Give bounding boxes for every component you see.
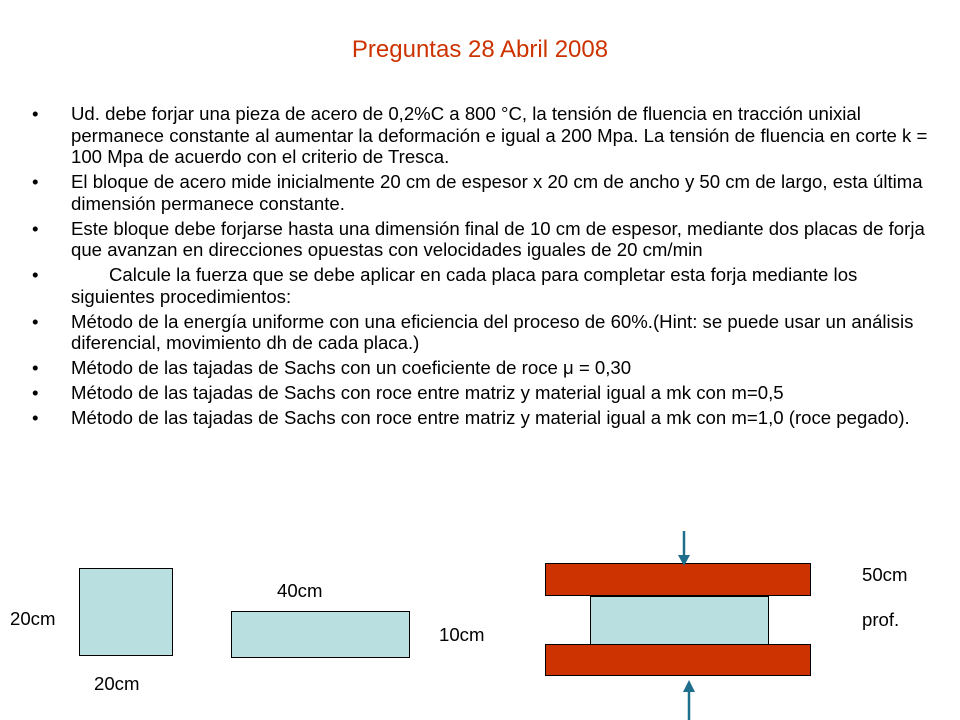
initial-height-label: 20cm (10, 608, 56, 629)
bullet-marker: • (32, 264, 39, 285)
up-arrow-icon (683, 680, 695, 720)
bullet-marker: • (32, 357, 39, 378)
bullet-item-4 (32, 264, 937, 307)
bullet-item-6 (32, 357, 937, 379)
top-forging-plate (545, 563, 811, 596)
bullet-list (32, 103, 937, 432)
bullet-text: Este bloque debe forjarse hasta una dimensión final de 10 cm de espesor, mediante dos placas de forja que avanzan en direcciones opuestas con velocidades iguales de 20 cm/min (71, 217, 925, 260)
bullet-text: Método de las tajadas de Sachs con roce entre matriz y material igual a mk con m=0,5 (71, 382, 784, 403)
final-width-label: 40cm (277, 580, 323, 601)
final-block (231, 611, 410, 658)
bullet-marker: • (32, 407, 39, 428)
bullet-item-1 (32, 103, 937, 168)
depth-unit-label: prof. (862, 609, 900, 630)
bullet-text: Método de las tajadas de Sachs con roce entre matriz y material igual a mk con m=1,0 (roce pegado). (71, 407, 910, 428)
bullet-text: Método de la energía uniforme con una eficiencia del proceso de 60%.(Hint: se puede usar un análisis diferencial, movimiento dh de cada placa.) (71, 310, 914, 353)
bullet-item-5 (32, 311, 937, 354)
bullet-marker: • (32, 171, 39, 192)
bullet-text: Método de las tajadas de Sachs con un coeficiente de roce μ = 0,30 (71, 357, 632, 378)
bullet-marker: • (32, 103, 39, 124)
bullet-marker: • (32, 217, 39, 239)
slide-title: Preguntas 28 Abril 2008 (351, 36, 609, 63)
bullet-item-8 (32, 407, 937, 429)
bullet-text: El bloque de acero mide inicialmente 20 cm de espesor x 20 cm de ancho y 50 cm de largo, esta última dimensión permanece constante. (71, 171, 923, 214)
bullet-marker: • (32, 310, 39, 332)
bullet-item-3 (32, 218, 937, 261)
bullet-item-2 (32, 171, 937, 214)
bottom-forging-plate (545, 644, 811, 676)
bullet-item-7 (32, 382, 937, 404)
bullet-marker: • (32, 382, 39, 403)
forged-block (590, 596, 769, 645)
bullet-text: Calcule la fuerza que se debe aplicar en cada placa para completar esta forja mediante los siguientes procedimientos: (71, 264, 858, 307)
bullet-text: Ud. debe forjar una pieza de acero de 0,2%C a 800 °C, la tensión de fluencia en tracción unixial permanece constante al aumentar la deformación e igual a 200 Mpa. La tensión de fluencia en corte k = 100 Mpa de acuerdo con el criterio de Tresca. (71, 103, 928, 167)
depth-label: 50cm (862, 564, 908, 585)
initial-block (79, 568, 173, 656)
final-height-label: 10cm (439, 624, 485, 645)
initial-width-label: 20cm (94, 673, 140, 694)
down-arrow-icon (678, 531, 690, 567)
